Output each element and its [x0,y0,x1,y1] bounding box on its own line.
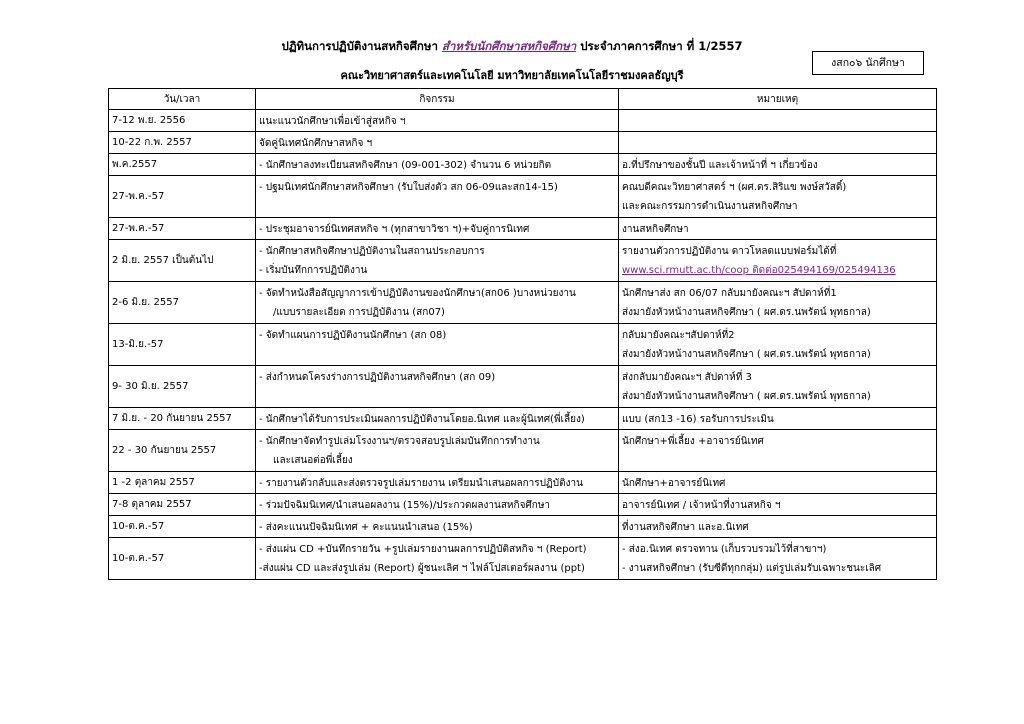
cell-date: 27-พ.ค.-57 [109,218,256,240]
cell-note [619,538,937,580]
activity-line: แนะแนวนักศึกษาเพื่อเข้าสู่สหกิจ ฯ [259,116,406,127]
header-date: วัน/เวลา [109,89,256,110]
cell-note [619,132,937,154]
header-note: หมายเหตุ [619,89,937,110]
activity-line: - นักศึกษาจัดทำรูปเล่มโรงงานฯ/ตรวจสอบรูปเล่มบันทึกการทำงาน [259,436,540,447]
cell-date: 27-พ.ค.-57 [109,176,256,218]
cell-activity [256,282,619,324]
note-line: ส่งกลับมายังคณะฯ สัปดาห์ที่ 3 [622,372,752,383]
note-line: นักศึกษา+พี่เลี้ยง +อาจารย์นิเทศ [622,436,764,447]
activity-line: - ส่งกำหนดโครงร่างการปฏิบัติงานสหกิจศึกษา (สก 09) [259,372,496,383]
table-row [109,516,937,538]
table-row [109,366,937,408]
cell-note [619,240,937,282]
cell-note [619,472,937,494]
cell-date: 10-ต.ค.-57 [109,516,256,538]
note-line: แบบ (สก13 -16) รอรับการประเมิน [622,414,774,425]
cell-activity [256,516,619,538]
table-row [109,218,937,240]
cell-activity [256,154,619,176]
table-row [109,282,937,324]
cell-date: 10-ต.ค.-57 [109,538,256,580]
cell-activity [256,110,619,132]
activity-line: - รายงานตัวกลับและส่งตรวจรูปเล่มรายงาน เตรียมนำเสนอผลการปฏิบัติงาน [259,478,583,489]
activity-line: -ส่งแผ่น CD และส่งรูปเล่ม (Report) ผู้ชนะเลิศ ฯ ไฟล์โปสเตอร์ผลงาน (ppt) [259,563,585,574]
title-part1: ปฏิทินการปฏิบัติงานสหกิจศึกษา [281,39,438,53]
cell-date: 7-12 พ.ย. 2556 [109,110,256,132]
activity-line: - นักศึกษาสหกิจศึกษาปฏิบัติงานในสถานประกอบการ [259,246,485,257]
table-row [109,132,937,154]
table-row [109,430,937,472]
note-line: นักศึกษาส่ง สก 06/07 กลับมายังคณะฯ สัปดาห์ที่1 [622,288,837,299]
note-line: กลับมายังคณะฯสัปดาห์ที่2 [622,330,735,341]
cell-date: 1 -2 ตุลาคม 2557 [109,472,256,494]
cell-note [619,176,937,218]
cell-note [619,324,937,366]
activity-line: - นักศึกษาได้รับการประเมินผลการปฏิบัติงานโดยอ.นิเทศ และผู้นิเทศ(พี่เลี้ยง) [259,414,585,425]
cell-note [619,430,937,472]
note-line: ส่งมายังหัวหน้างานสหกิจศึกษา ( ผศ.ดร.นพรัตน์ พุทธกาล) [622,307,871,318]
note-line: อ.ที่ปรึกษาของชั้นปี และเจ้าหน้าที่ ฯ เกี่ยวข้อง [622,160,818,171]
activity-line: และเสนอต่อพี่เลี้ยง [273,455,353,466]
cell-activity [256,472,619,494]
cell-date: 13-มิ.ย.-57 [109,324,256,366]
cell-activity [256,324,619,366]
cell-note [619,366,937,408]
cell-date: พ.ค.2557 [109,154,256,176]
cell-note [619,218,937,240]
cell-activity [256,366,619,408]
activity-line: - ส่งแผ่น CD +บันทึกรายวัน +รูปเล่มรายงานผลการปฏิบัติสหกิจ ฯ (Report) [259,544,587,555]
cell-date: 2 มิ.ย. 2557 เป็นต้นไป [109,240,256,282]
note-line: รายงานตัวการปฏิบัติงาน ดาวโหลดแบบฟอร์มได้ที่ [622,246,837,257]
cell-note [619,494,937,516]
table-header-row [109,89,937,110]
activity-line: - เริ่มบันทึกการปฏิบัติงาน [259,265,368,276]
cell-date: 9- 30 มิ.ย. 2557 [109,366,256,408]
table-row [109,494,937,516]
note-line: นักศึกษา+อาจารย์นิเทศ [622,478,726,489]
title-emphasis: สำหรับนักศึกษาสหกิจศึกษา [441,39,577,53]
note-line: ส่งมายังหัวหน้างานสหกิจศึกษา ( ผศ.ดร.นพรัตน์ พุทธกาล) [622,349,871,360]
cell-date: 7-8 ตุลาคม 2557 [109,494,256,516]
page-subtitle: คณะวิทยาศาสตร์และเทคโนโลยี มหาวิทยาลัยเทคโนโลยีราชมงคลธัญบุรี [340,69,684,82]
activity-line: - จัดทำหนังสือสัญญาการเข้าปฏิบัติงานของนักศึกษา(สก06 )บางหน่วยงาน [259,288,576,299]
cell-note [619,154,937,176]
note-line: อาจารย์นิเทศ / เจ้าหน้าที่งานสหกิจ ฯ [622,500,781,511]
cell-note [619,408,937,430]
form-code-box: งสก๐๖ นักศึกษา [812,51,924,75]
cell-activity [256,240,619,282]
table-row [109,408,937,430]
table-row [109,110,937,132]
note-line[interactable]: www.sci.rmutt.ac.th/coop ติดต่อ025494169/025494136 [622,265,896,276]
table-row [109,240,937,282]
cell-date: 7 มิ.ย. - 20 กันยายน 2557 [109,408,256,430]
cell-date: 10-22 ก.พ. 2557 [109,132,256,154]
table-row [109,176,937,218]
cell-activity [256,408,619,430]
table-row [109,324,937,366]
cell-activity [256,132,619,154]
table-row [109,538,937,580]
activity-line: - ร่วมปัจฉิมนิเทศ/นำเสนอผลงาน (15%)/ประกวดผลงานสหกิจศึกษา [259,500,551,511]
cell-date: 22 - 30 กันยายน 2557 [109,430,256,472]
table-row [109,154,937,176]
cell-activity [256,538,619,580]
cell-note [619,110,937,132]
note-line: และคณะกรรมการดำเนินงานสหกิจศึกษา [622,201,798,212]
cell-date: 2-6 มิ.ย. 2557 [109,282,256,324]
cell-activity [256,218,619,240]
activity-line: - จัดทำแผนการปฏิบัติงานนักศึกษา (สก 08) [259,330,447,341]
activity-line: - นักศึกษาลงทะเบียนสหกิจศึกษา (09-001-302) จำนวน 6 หน่วยกิต [259,160,552,171]
header-activity: กิจกรรม [256,89,619,110]
cell-activity [256,430,619,472]
note-line: คณบดีคณะวิทยาศาสตร์ ฯ (ผศ.ดร.สิริแข พงษ์สวัสดิ์) [622,182,847,193]
title-part2: ประจำภาคการศึกษา ที่ 1/2557 [580,39,743,53]
cell-activity [256,494,619,516]
note-line: - งานสหกิจศึกษา (รับซีดีทุกกลุ่ม) แต่รูปเล่มรับเฉพาะชนะเลิศ [622,563,882,574]
activity-line: - ส่งคะแนนปัจฉิมนิเทศ + คะแนนนำเสนอ (15%) [259,522,473,533]
note-line: ที่งานสหกิจศึกษา และอ.นิเทศ [622,522,749,533]
activity-line: /แบบรายละเอียด การปฏิบัติงาน (สก07) [273,307,445,318]
schedule-table [108,88,937,580]
cell-note [619,516,937,538]
activity-line: - ปฐมนิเทศนักศึกษาสหกิจศึกษา (รับใบส่งตัว สก 06-09และสก14-15) [259,182,558,193]
cell-note [619,282,937,324]
note-line: งานสหกิจศึกษา [622,224,689,235]
note-line: - ส่งอ.นิเทศ ตรวจทาน (เก็บรวบรวมไว้ที่สาขาฯ) [622,544,827,555]
table-row [109,472,937,494]
activity-line: - ประชุมอาจารย์นิเทศสหกิจ ฯ (ทุกสาขาวิชา ฯ)+จับคู่การนิเทศ [259,224,530,235]
note-line: ส่งมายังหัวหน้างานสหกิจศึกษา ( ผศ.ดร.นพรัตน์ พุทธกาล) [622,391,871,402]
activity-line: จัดคู่นิเทศนักศึกษาสหกิจ ฯ [259,138,373,149]
cell-activity [256,176,619,218]
